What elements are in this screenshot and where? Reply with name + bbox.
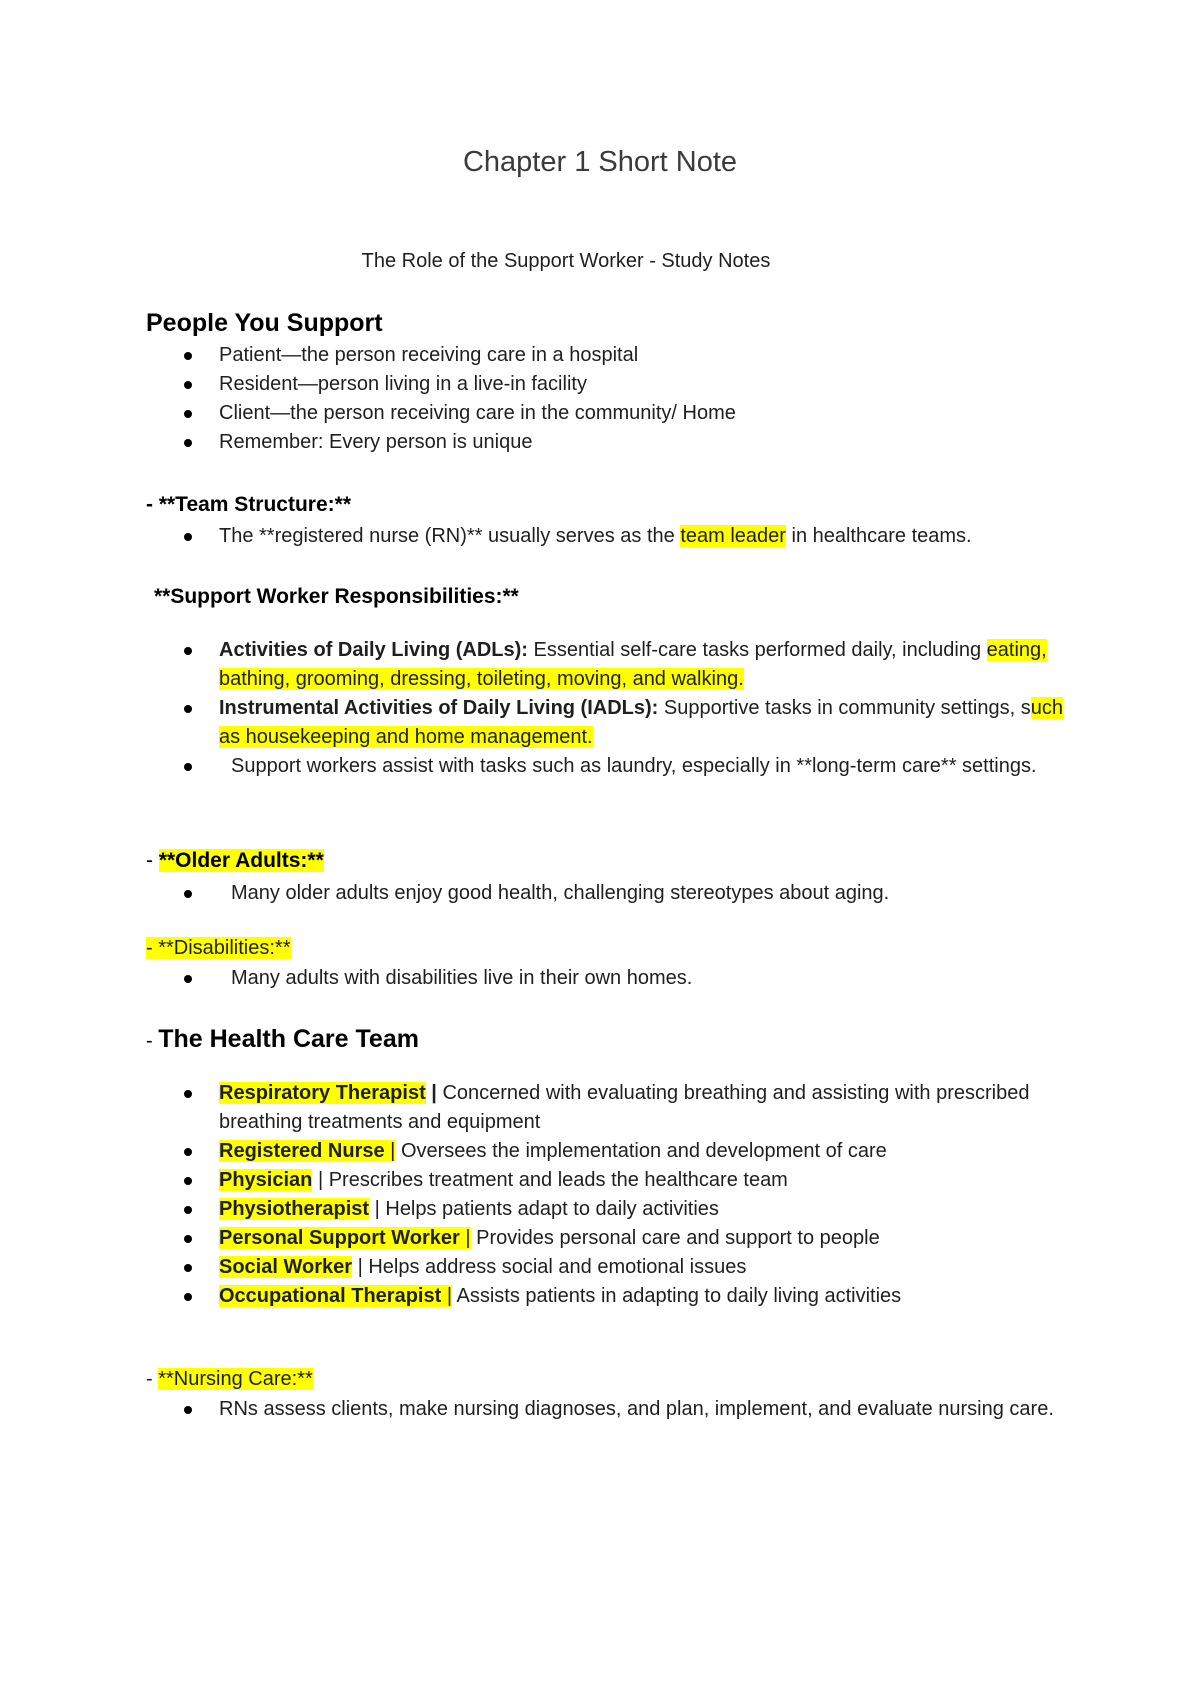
list-item: The **registered nurse (RN)** usually serves as the team leader in healthcare teams. — [0, 522, 1079, 551]
people-list — [0, 341, 1079, 457]
bullet-icon — [184, 1264, 192, 1272]
list-item: Instrumental Activities of Daily Living (IADLs): Supportive tasks in community settings, such as housekeeping and home management. — [0, 694, 1079, 752]
health-team-list — [0, 1079, 1079, 1311]
bullet-icon — [184, 763, 192, 771]
bullet-icon — [184, 1235, 192, 1243]
list-item: Many older adults enjoy good health, challenging stereotypes about aging. — [0, 879, 1079, 908]
bullet-icon — [184, 647, 192, 655]
list-item: Patient—the person receiving care in a hospital — [0, 341, 1079, 370]
bullet-icon — [184, 410, 192, 418]
list-item: Social Worker | Helps address social and emotional issues — [0, 1253, 1079, 1282]
list-item: Resident—person living in a live-in facility — [0, 370, 1079, 399]
list-item: Activities of Daily Living (ADLs): Essential self-care tasks performed daily, including eating, bathing, grooming, dressing, toileting, moving, and walking. — [0, 636, 1079, 694]
bullet-icon — [184, 533, 192, 541]
bullet-icon — [184, 1148, 192, 1156]
older-adults-heading: - **Older Adults:** — [146, 849, 324, 872]
page-subtitle: The Role of the Support Worker - Study Notes — [361, 250, 771, 272]
list-item: Support workers assist with tasks such as laundry, especially in **long-term care** settings. — [0, 752, 1079, 781]
bullet-icon — [184, 890, 192, 898]
list-item: RNs assess clients, make nursing diagnoses, and plan, implement, and evaluate nursing care. — [0, 1395, 1079, 1424]
bullet-icon — [184, 1206, 192, 1214]
bullet-icon — [184, 705, 192, 713]
responsibilities-list — [0, 636, 1079, 781]
list-item: Physician | Prescribes treatment and leads the healthcare team — [0, 1166, 1079, 1195]
bullet-icon — [184, 1090, 192, 1098]
team-structure-heading: - **Team Structure:** — [146, 493, 351, 516]
bullet-icon — [184, 1406, 192, 1414]
nursing-care-heading: - **Nursing Care:** — [146, 1368, 313, 1390]
list-item: Many adults with disabilities live in their own homes. — [0, 964, 1079, 993]
list-item: Personal Support Worker | Provides personal care and support to people — [0, 1224, 1079, 1253]
health-team-heading: - The Health Care Team — [146, 1025, 419, 1053]
list-item: Occupational Therapist | Assists patients in adapting to daily living activities — [0, 1282, 1079, 1311]
disabilities-list — [0, 964, 1079, 993]
bullet-icon — [184, 1177, 192, 1185]
bullet-icon — [184, 381, 192, 389]
bullet-icon — [184, 352, 192, 360]
bullet-icon — [184, 439, 192, 447]
older-adults-list — [0, 879, 1079, 908]
responsibilities-heading: **Support Worker Responsibilities:** — [154, 585, 519, 608]
list-item: Remember: Every person is unique — [0, 428, 1079, 457]
bullet-icon — [184, 975, 192, 983]
list-item: Respiratory Therapist | Concerned with evaluating breathing and assisting with prescribed breathing treatments and equipment — [0, 1079, 1079, 1137]
people-heading: People You Support — [146, 309, 383, 337]
list-item: Physiotherapist | Helps patients adapt to daily activities — [0, 1195, 1079, 1224]
list-item: Client—the person receiving care in the community/ Home — [0, 399, 1079, 428]
nursing-care-list — [0, 1395, 1079, 1424]
page-title: Chapter 1 Short Note — [462, 146, 738, 178]
team-structure-list — [0, 522, 1079, 551]
list-item: Registered Nurse | Oversees the implementation and development of care — [0, 1137, 1079, 1166]
disabilities-heading: - **Disabilities:** — [146, 937, 291, 959]
bullet-icon — [184, 1293, 192, 1301]
